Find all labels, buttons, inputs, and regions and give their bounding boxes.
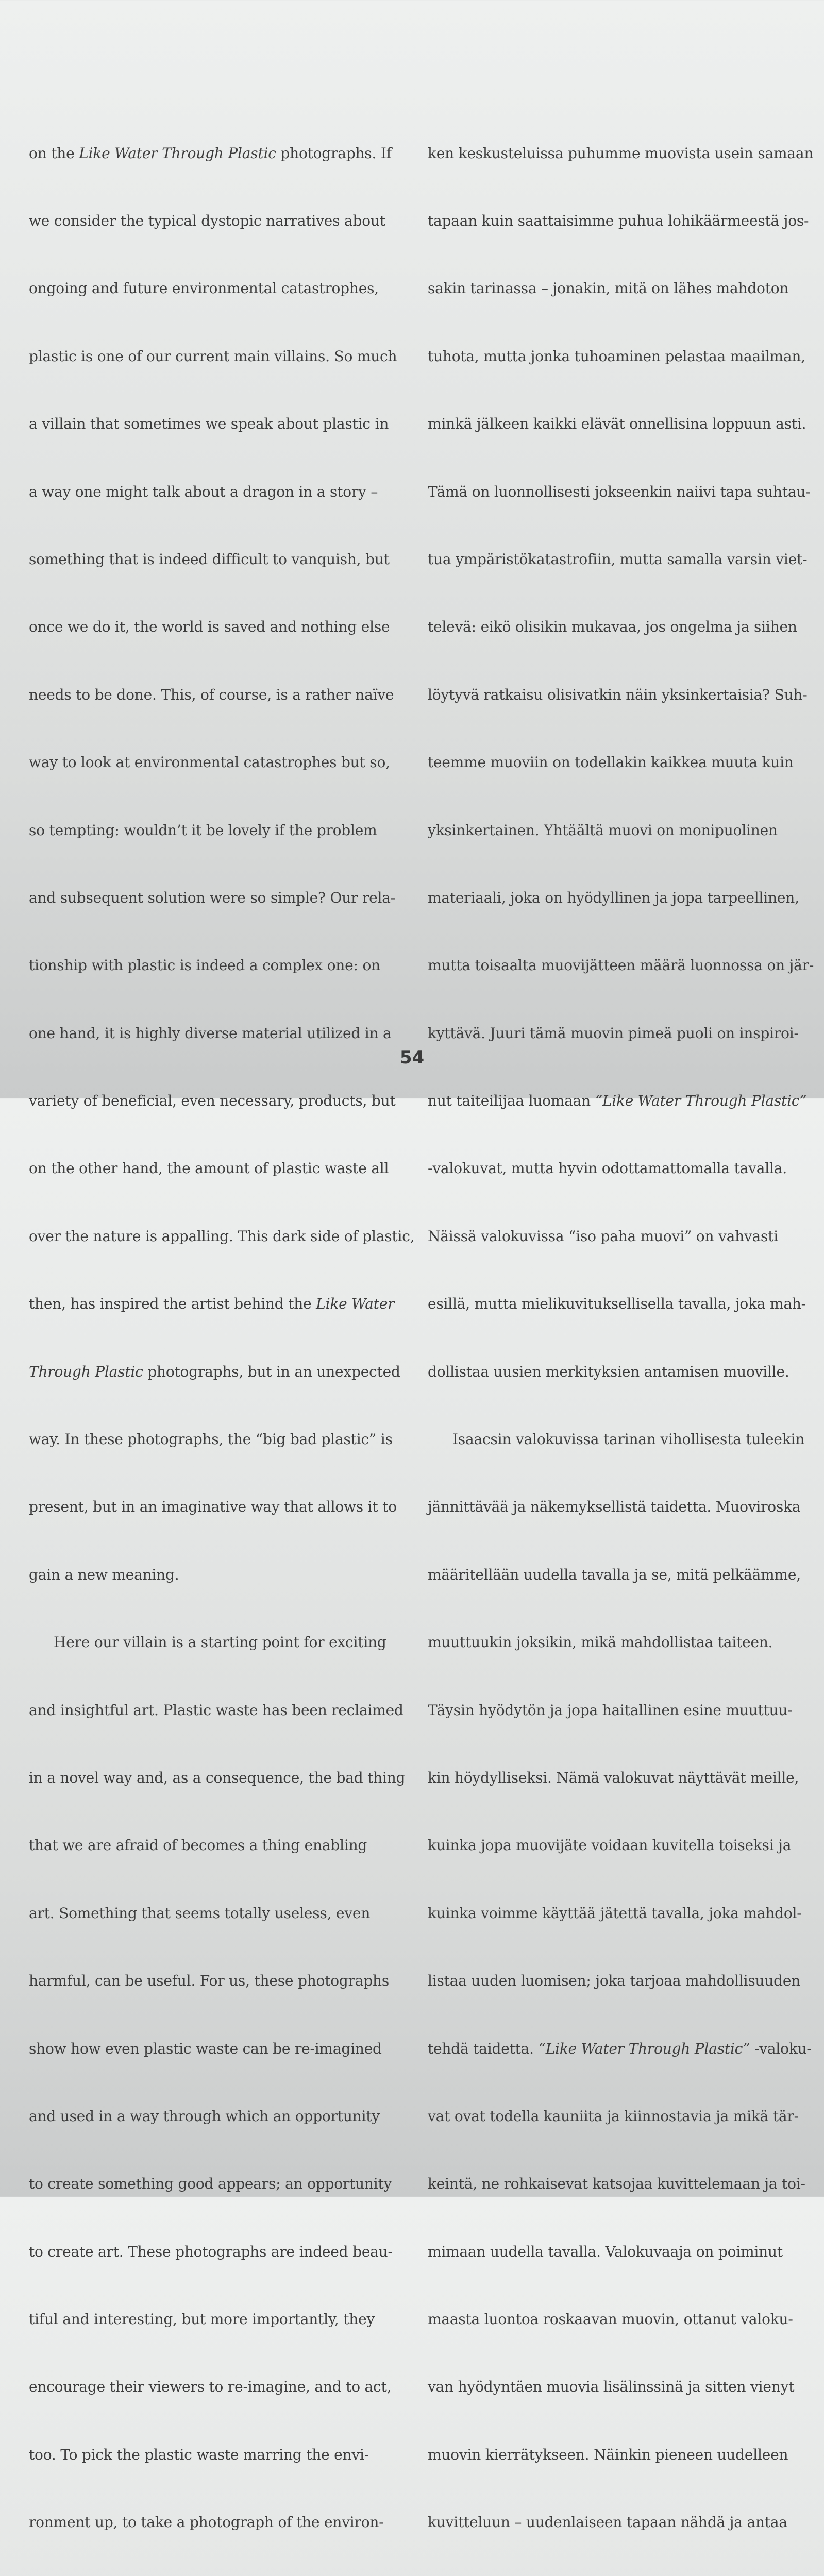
text-line: way. In these photographs, the “big bad plastic” is bbox=[29, 1431, 393, 1448]
text-line: show how even plastic waste can be re-imagined bbox=[29, 2040, 382, 2057]
text-line: to create something good appears; an opportunity bbox=[29, 2175, 392, 2193]
text-line: dollistaa uusien merkityksien antamisen muoville. bbox=[428, 1363, 789, 1380]
text-line: in a novel way and, as a consequence, the bad thing bbox=[29, 1769, 406, 1786]
text-line: tehdä taidetta. “Like Water Through Plastic” -valoku- bbox=[428, 2040, 812, 2057]
text-line: määritellään uudella tavalla ja se, mitä pelkäämme, bbox=[428, 1566, 801, 1583]
text-line: Näissä valokuvissa “iso paha muovi” on vahvasti bbox=[428, 1227, 779, 1245]
text-line: teemme muoviin on todellakin kaikkea muuta kuin bbox=[428, 754, 794, 771]
text-line: muuttuukin joksikin, mikä mahdollistaa taiteen. bbox=[428, 1634, 773, 1651]
text-line: televä: eikö olisikin mukavaa, jos ongelma ja siihen bbox=[428, 618, 797, 636]
text-line: too. To pick the plastic waste marring the envi- bbox=[29, 2446, 369, 2463]
text-line: tua ympäristökatastrofiin, mutta samalla varsin viet- bbox=[428, 550, 808, 568]
text-line: ken keskusteluissa puhumme muovista usein samaan bbox=[428, 144, 814, 162]
text-line: kuvitteluun – uudenlaiseen tapaan nähdä ja antaa bbox=[428, 2514, 787, 2531]
text-line: to create art. These photographs are indeed beau- bbox=[29, 2243, 393, 2260]
paragraph-start-line: Here our villain is a starting point for exciting bbox=[54, 1634, 386, 1651]
text-line: löytyvä ratkaisu olisivatkin näin yksinkertaisia? Suh- bbox=[428, 686, 808, 703]
text-line: vat ovat todella kauniita ja kiinnostavia ja mikä tär- bbox=[428, 2107, 799, 2125]
text-line: present, but in an imaginative way that allows it to bbox=[29, 1498, 397, 1516]
text-line: maasta luontoa roskaavan muovin, ottanut valoku- bbox=[428, 2311, 793, 2328]
text-line: way to look at environmental catastrophes but so, bbox=[29, 754, 390, 771]
text-line: mutta toisaalta muovijätteen määrä luonnossa on jär- bbox=[428, 957, 814, 974]
text-line: yksinkertainen. Yhtäältä muovi on monipuolinen bbox=[428, 821, 778, 839]
text-line: ongoing and future environmental catastrophes, bbox=[29, 280, 379, 297]
text-line: art. Something that seems totally useless, even bbox=[29, 1904, 371, 1922]
text-line: keintä, ne rohkaisevat katsojaa kuvittelemaan ja toi- bbox=[428, 2175, 805, 2193]
paragraph-start-line: Isaacsin valokuvissa tarinan vihollisesta tuleekin bbox=[452, 1431, 805, 1448]
text-line: tionship with plastic is indeed a complex one: on bbox=[29, 957, 380, 974]
text-line: a way one might talk about a dragon in a story – bbox=[29, 483, 378, 500]
text-line: tapaan kuin saattaisimme puhua lohikäärmeestä jos- bbox=[428, 212, 809, 229]
text-line: and subsequent solution were so simple? Our rela- bbox=[29, 889, 396, 906]
text-line: kuinka jopa muovijäte voidaan kuvitella toiseksi ja bbox=[428, 1837, 792, 1854]
text-line: -valokuvat, mutta hyvin odottamattomalla tavalla. bbox=[428, 1160, 787, 1177]
text-line: sakin tarinassa – jonakin, mitä on lähes mahdoton bbox=[428, 280, 789, 297]
text-line: then, has inspired the artist behind the Like Water bbox=[29, 1295, 395, 1313]
right-text-column bbox=[428, 97, 814, 2576]
text-line: listaa uuden luomisen; joka tarjoaa mahdollisuuden bbox=[428, 1972, 801, 1990]
text-line: esillä, mutta mielikuvituksellisella tavalla, joka mah- bbox=[428, 1295, 806, 1313]
text-line: and used in a way through which an opportunity bbox=[29, 2107, 380, 2125]
text-line: harmful, can be useful. For us, these photographs bbox=[29, 1972, 390, 1990]
text-line: mimaan uudella tavalla. Valokuvaaja on poiminut bbox=[428, 2243, 783, 2260]
text-line: Täysin hyödytön ja jopa haitallinen esine muuttuu- bbox=[428, 1701, 793, 1719]
text-line: nut taiteilijaa luomaan “Like Water Through Plastic” bbox=[428, 1092, 807, 1110]
text-line: kuinka voimme käyttää jätettä tavalla, joka mahdol- bbox=[428, 1904, 802, 1922]
text-line: a villain that sometimes we speak about plastic in bbox=[29, 415, 389, 433]
text-line: that we are afraid of becomes a thing enabling bbox=[29, 1837, 367, 1854]
text-line: we consider the typical dystopic narratives about bbox=[29, 212, 385, 229]
text-line: minkä jälkeen kaikki elävät onnellisina loppuun asti. bbox=[428, 415, 806, 433]
text-line: needs to be done. This, of course, is a rather naïve bbox=[29, 686, 394, 703]
text-line: once we do it, the world is saved and nothing else bbox=[29, 618, 390, 636]
text-line: gain a new meaning. bbox=[29, 1566, 179, 1583]
text-line: tiful and interesting, but more importantly, they bbox=[29, 2311, 375, 2328]
text-line: kin höydylliseksi. Nämä valokuvat näyttävät meille, bbox=[428, 1769, 799, 1786]
text-line: van hyödyntäen muovia lisälinssinä ja sitten vienyt bbox=[428, 2378, 795, 2396]
text-line: Tämä on luonnollisesti jokseenkin naiivi tapa suhtau- bbox=[428, 483, 811, 500]
text-line: on the Like Water Through Plastic photographs. If bbox=[29, 144, 392, 162]
text-line: encourage their viewers to re-imagine, and to act, bbox=[29, 2378, 392, 2396]
text-line: Through Plastic photographs, but in an unexpected bbox=[29, 1363, 400, 1380]
text-line: plastic is one of our current main villains. So much bbox=[29, 347, 397, 365]
text-line: one hand, it is highly diverse material utilized in a bbox=[29, 1024, 392, 1042]
text-line: over the nature is appalling. This dark side of plastic, bbox=[29, 1227, 415, 1245]
text-line: jännittävää ja näkemyksellistä taidetta. Muoviroska bbox=[428, 1498, 801, 1516]
text-line: ronment up, to take a photograph of the environ- bbox=[29, 2514, 384, 2531]
text-line: muovin kierrätykseen. Näinkin pieneen uudelleen bbox=[428, 2446, 788, 2463]
text-line: materiaali, joka on hyödyllinen ja jopa tarpeellinen, bbox=[428, 889, 799, 906]
text-line: so tempting: wouldn’t it be lovely if the problem bbox=[29, 821, 377, 839]
text-line: on the other hand, the amount of plastic waste all bbox=[29, 1160, 389, 1177]
text-line: something that is indeed difficult to vanquish, but bbox=[29, 550, 390, 568]
text-line: tuhota, mutta jonka tuhoaminen pelastaa maailman, bbox=[428, 347, 805, 365]
text-line: and insightful art. Plastic waste has been reclaimed bbox=[29, 1701, 403, 1719]
page-number: 54 bbox=[399, 1047, 425, 1068]
text-line: variety of beneficial, even necessary, products, but bbox=[29, 1092, 396, 1110]
text-line: kyttävä. Juuri tämä muovin pimeä puoli on inspiroi- bbox=[428, 1024, 799, 1042]
